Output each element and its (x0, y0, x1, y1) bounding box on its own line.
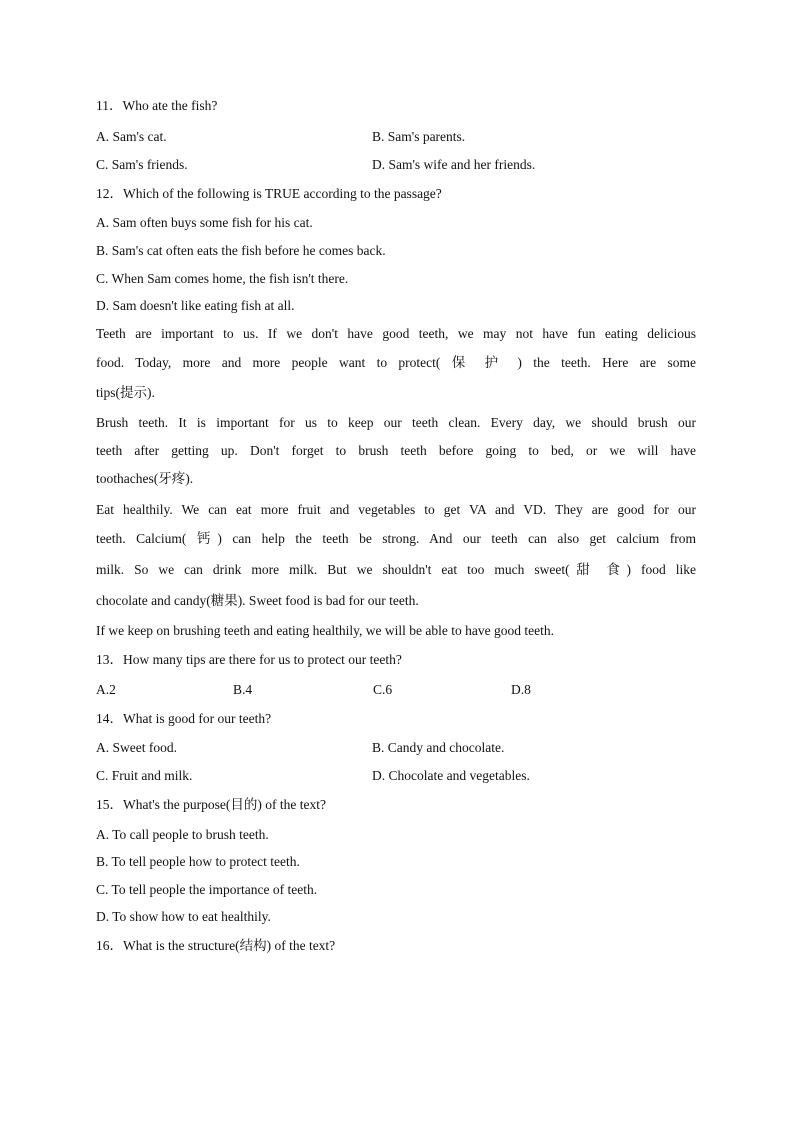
q11-option-c: C. Sam's friends. (96, 157, 188, 172)
passage-p3-line3: milk. So we can drink more milk. But we shouldn't eat too much sweet(甜 食) food like (96, 562, 696, 577)
q14-option-b: B. Candy and chocolate. (372, 740, 505, 755)
q12-option-d: D. Sam doesn't like eating fish at all. (96, 298, 295, 313)
q14-option-d: D. Chocolate and vegetables. (372, 768, 530, 783)
q13-option-d: D.8 (511, 682, 531, 697)
q14-option-a: A. Sweet food. (96, 740, 177, 755)
passage-p2-line2: teeth after getting up. Don't forget to brush teeth before going to bed, or we will have (96, 443, 696, 458)
passage-p2-line3: toothaches(牙疼). (96, 471, 194, 486)
q11-option-b: B. Sam's parents. (372, 129, 466, 144)
q13-option-a: A.2 (96, 682, 116, 697)
q15-option-a: A. To call people to brush teeth. (96, 827, 269, 842)
passage-p1-line1: Teeth are important to us. If we don't have good teeth, we may not have fun eating delicious (96, 326, 696, 341)
q14-option-c: C. Fruit and milk. (96, 768, 193, 783)
q12-option-c: C. When Sam comes home, the fish isn't there. (96, 271, 349, 286)
q13-stem: 13．How many tips are there for us to protect our teeth? (96, 652, 402, 667)
q15-option-d: D. To show how to eat healthily. (96, 909, 271, 924)
passage-p3-line2: teeth. Calcium( 钙) can help the teeth be strong. And our teeth can also get calcium from (96, 531, 696, 546)
q12-stem: 12．Which of the following is TRUE according to the passage? (96, 186, 442, 201)
passage-p4-line1: If we keep on brushing teeth and eating healthily, we will be able to have good teeth. (96, 623, 554, 638)
passage-p2-line1: Brush teeth. It is important for us to keep our teeth clean. Every day, we should brush our (96, 415, 696, 430)
q13-option-c: C.6 (373, 682, 393, 697)
q15-stem: 15．What's the purpose(目的) of the text? (96, 797, 326, 812)
passage-p1-line3: tips(提示). (96, 385, 155, 400)
q11-stem: 11．Who ate the fish? (96, 98, 218, 113)
q12-option-a: A. Sam often buys some fish for his cat. (96, 215, 313, 230)
passage-p3-line4: chocolate and candy(糖果). Sweet food is bad for our teeth. (96, 593, 419, 608)
q15-option-c: C. To tell people the importance of teeth. (96, 882, 318, 897)
q14-stem: 14．What is good for our teeth? (96, 711, 272, 726)
q13-option-b: B.4 (233, 682, 253, 697)
passage-p3-line1: Eat healthily. We can eat more fruit and vegetables to get VA and VD. They are good for our (96, 502, 696, 517)
passage-p1-line2: food. Today, more and more people want to protect( 保 护 ) the teeth. Here are some (96, 355, 696, 370)
q11-option-a: A. Sam's cat. (96, 129, 167, 144)
q16-stem: 16．What is the structure(结构) of the text? (96, 938, 336, 953)
q15-option-b: B. To tell people how to protect teeth. (96, 854, 300, 869)
q11-option-d: D. Sam's wife and her friends. (372, 157, 536, 172)
q12-option-b: B. Sam's cat often eats the fish before he comes back. (96, 243, 386, 258)
